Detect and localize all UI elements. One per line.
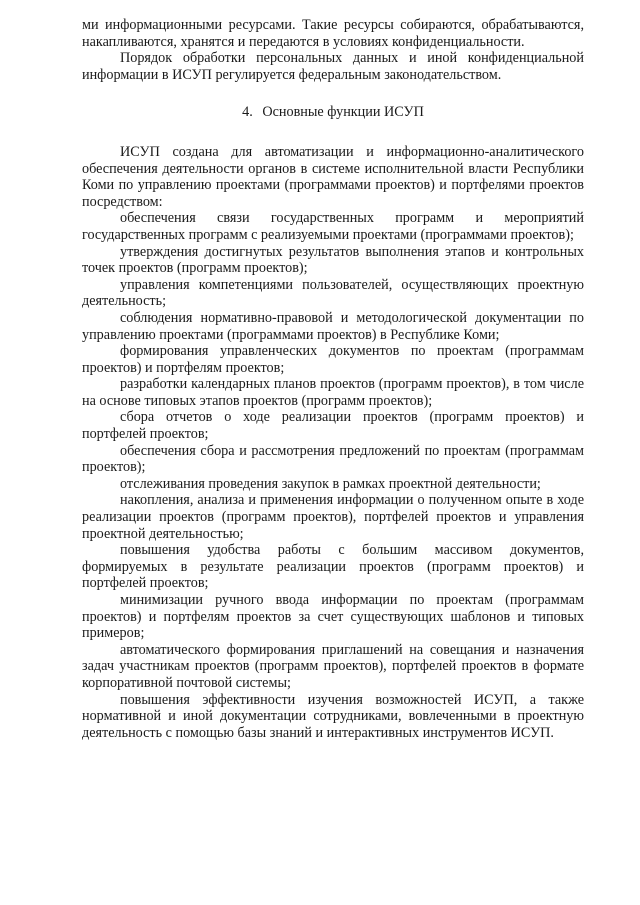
function-item: накопления, анализа и применения информации о полученном опыте в ходе реализации проектов (программ проектов), портфелей проектов и управления проектной деятельностью; [82, 492, 584, 542]
function-item: утверждения достигнутых результатов выполнения этапов и контрольных точек проектов (программ проектов); [82, 243, 584, 277]
function-item: повышения удобства работы с большим массивом документов, формируемых в результате реализации проектов (программ проектов) и портфелей проектов; [82, 542, 584, 592]
document-body [82, 17, 584, 741]
section-title: Основные функции ИСУП [262, 104, 424, 121]
function-item: разработки календарных планов проектов (программ проектов), в том числе на основе типовых этапов проектов (программ проектов); [82, 376, 584, 409]
function-item: обеспечения связи государственных программ и мероприятий государственных программ с реализуемыми проектами (программами проектов); [82, 210, 584, 243]
function-item: обеспечения сбора и рассмотрения предложений по проектам (программам проектов); [82, 442, 584, 476]
function-item: управления компетенциями пользователей, осуществляющих проектную деятельность; [82, 276, 584, 310]
paragraph-personal-data: Порядок обработки персональных данных и иной конфиденциальной информации в ИСУП регулируется федеральным законодательством. [82, 50, 584, 83]
function-item: отслеживания проведения закупок в рамках проектной деятельности; [120, 475, 541, 492]
function-item: сбора отчетов о ходе реализации проектов (программ проектов) и портфелей проектов; [82, 409, 584, 443]
function-item: формирования управленческих документов по проектам (программам проектов) и портфелям проектов; [82, 343, 584, 376]
lead-paragraph: ИСУП создана для автоматизации и информационно-аналитического обеспечения деятельности органов в системе исполнительной власти Республики Коми по управлению проектами (программами проектов) и портфелями проектов посредством: [82, 143, 584, 210]
function-item: минимизации ручного ввода информации по проектам (программам проектов) и портфелям проектов за счет существующих шаблонов и типовых примеров; [82, 592, 584, 642]
paragraph-continuation: ми информационными ресурсами. Такие ресурсы собираются, обрабатываются, накапливаются, хранятся и передаются в условиях конфиденциальности. [82, 17, 584, 50]
function-item: соблюдения нормативно-правовой и методологической документации по управлению проектами (программами проектов) в Республике Коми; [82, 309, 584, 343]
function-item: автоматического формирования приглашений на совещания и назначения задач участникам проектов (программ проектов), портфелей проектов в формате корпоративной почтовой системы; [82, 641, 584, 691]
function-item: повышения эффективности изучения возможностей ИСУП, а также нормативной и иной документации сотрудниками, вовлеченными в проектную деятельность с помощью базы знаний и интерактивных инструментов ИСУП. [82, 691, 584, 741]
section-number: 4. [242, 104, 253, 121]
section-heading [82, 104, 584, 121]
